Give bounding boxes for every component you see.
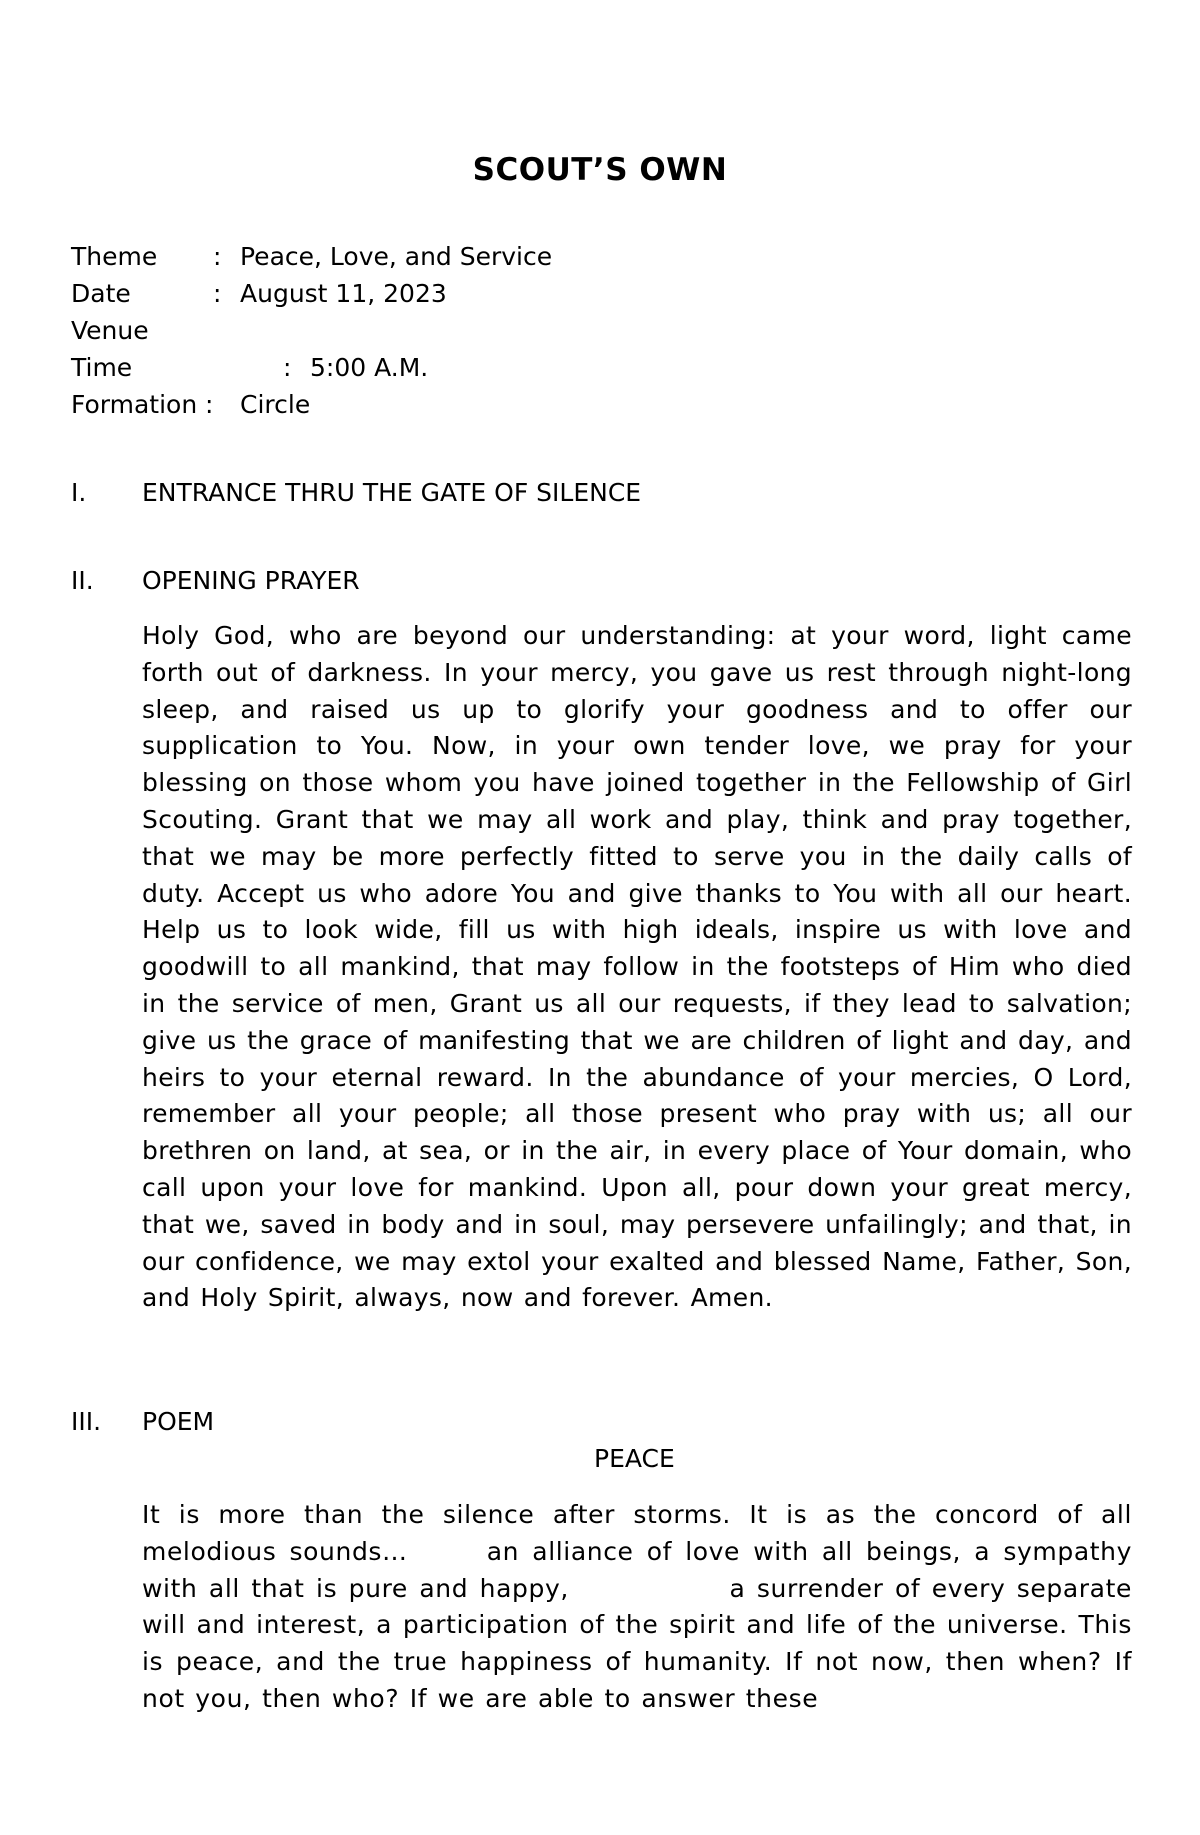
theme-value: Peace, Love, and Service bbox=[240, 242, 553, 271]
formation-value: Circle bbox=[240, 390, 311, 419]
section-number: I. bbox=[71, 478, 87, 507]
time-colon: : bbox=[283, 353, 292, 382]
section-title: ENTRANCE THRU THE GATE OF SILENCE bbox=[142, 478, 642, 507]
theme-label: Theme bbox=[71, 242, 158, 271]
venue-label: Venue bbox=[71, 316, 149, 345]
section-title: POEM bbox=[142, 1407, 215, 1436]
section-number: III. bbox=[71, 1407, 102, 1436]
date-value: August 11, 2023 bbox=[240, 279, 447, 308]
section-title: OPENING PRAYER bbox=[142, 566, 360, 595]
date-colon: : bbox=[213, 279, 222, 308]
theme-colon: : bbox=[213, 242, 222, 271]
poem-title: PEACE bbox=[594, 1444, 675, 1473]
time-label: Time bbox=[71, 353, 133, 382]
opening-prayer-text: Holy God, who are beyond our understanding: at your word, light came forth out of darkness. In your mercy, you gave us rest through night-long sleep, and raised us up to glorify your goodness and to offer our supplication to You. Now, in your own tender love, we pray for your blessing on those whom you have joined together in the Fellowship of Girl Scouting. Grant that we may all work and play, think and pray together, that we may be more perfectly fitted to serve you in the daily calls of duty. Accept us who adore You and give thanks to You with all our heart. Help us to look wide, fill us with high ideals, inspire us with love and goodwill to all mankind, that may follow in the footsteps of Him who died in the service of men, Grant us all our requests, if they lead to salvation; give us the grace of manifesting that we are children of light and day, and heirs to your eternal reward. In the abundance of your mercies, O Lord, remember all your people; all those present who pray with us; all our brethren on land, at sea, or in the air, in every place of Your domain, who call upon your love for mankind. Upon all, pour down your great mercy, that we, saved in body and in soul, may persevere unfailingly; and that, in our confidence, we may extol your exalted and blessed Name, Father, Son, and Holy Spirit, always, now and forever. Amen. bbox=[142, 621, 1132, 1313]
poem-text: It is more than the silence after storms. It is as the concord of all melodious sounds… an alliance of love with all beings, a sympathy with all that is pure and happy, a surrender of every separate will and interest, a participation of the spirit and life of the universe. This is peace, and the true happiness of humanity. If not now, then when? If not you, then who? If we are able to answer these bbox=[142, 1500, 1143, 1713]
page-title: SCOUT’S OWN bbox=[472, 152, 728, 188]
time-value: 5:00 A.M. bbox=[310, 353, 429, 382]
section-number: II. bbox=[71, 566, 94, 595]
formation-label: Formation bbox=[71, 390, 198, 419]
formation-colon: : bbox=[205, 390, 214, 419]
date-label: Date bbox=[71, 279, 131, 308]
